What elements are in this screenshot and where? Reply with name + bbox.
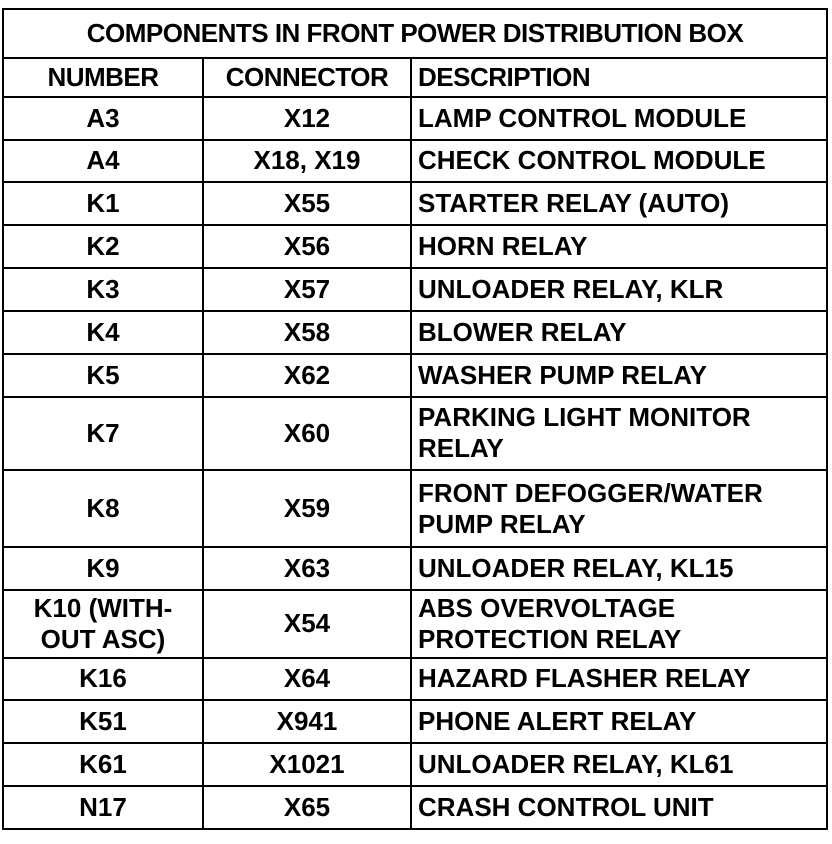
table-title: COMPONENTS IN FRONT POWER DISTRIBUTION BOX xyxy=(3,9,827,58)
cell-description: UNLOADER RELAY, KL61 xyxy=(411,743,827,786)
header-number: NUMBER xyxy=(3,58,203,97)
cell-number: K7 xyxy=(3,397,203,470)
cell-connector: X55 xyxy=(203,182,411,225)
cell-connector: X12 xyxy=(203,97,411,140)
cell-number: K16 xyxy=(3,658,203,701)
cell-number: K10 (WITH- OUT ASC) xyxy=(3,590,203,657)
table-row xyxy=(3,397,827,470)
table-row xyxy=(3,743,827,786)
table-row xyxy=(3,97,827,140)
table-row xyxy=(3,547,827,590)
cell-connector: X59 xyxy=(203,470,411,548)
table-row xyxy=(3,590,827,657)
cell-description: HORN RELAY xyxy=(411,225,827,268)
table-row xyxy=(3,182,827,225)
cell-number: K5 xyxy=(3,354,203,397)
header-description: DESCRIPTION xyxy=(411,58,827,97)
cell-connector: X60 xyxy=(203,397,411,470)
table-row xyxy=(3,268,827,311)
cell-connector: X56 xyxy=(203,225,411,268)
cell-description: STARTER RELAY (AUTO) xyxy=(411,182,827,225)
cell-number: A3 xyxy=(3,97,203,140)
cell-number: K51 xyxy=(3,700,203,743)
cell-connector: X54 xyxy=(203,590,411,657)
cell-description: ABS OVERVOLTAGE PROTECTION RELAY xyxy=(411,590,827,657)
cell-description: LAMP CONTROL MODULE xyxy=(411,97,827,140)
cell-connector: X58 xyxy=(203,311,411,354)
table-row xyxy=(3,658,827,701)
header-connector: CONNECTOR xyxy=(203,58,411,97)
table-row xyxy=(3,311,827,354)
cell-description: PARKING LIGHT MONITOR RELAY xyxy=(411,397,827,470)
cell-number: K3 xyxy=(3,268,203,311)
cell-description: FRONT DEFOGGER/WATER PUMP RELAY xyxy=(411,470,827,548)
cell-description: UNLOADER RELAY, KLR xyxy=(411,268,827,311)
cell-connector: X64 xyxy=(203,658,411,701)
cell-number: K8 xyxy=(3,470,203,548)
table-row xyxy=(3,225,827,268)
table-row xyxy=(3,470,827,548)
cell-number: K2 xyxy=(3,225,203,268)
cell-description: CHECK CONTROL MODULE xyxy=(411,140,827,183)
cell-connector: X57 xyxy=(203,268,411,311)
cell-number: N17 xyxy=(3,786,203,829)
table-row xyxy=(3,786,827,829)
cell-number: A4 xyxy=(3,140,203,183)
table-body xyxy=(3,97,827,829)
table-row xyxy=(3,354,827,397)
cell-description: HAZARD FLASHER RELAY xyxy=(411,658,827,701)
cell-connector: X1021 xyxy=(203,743,411,786)
table-row xyxy=(3,140,827,183)
components-table xyxy=(2,8,828,830)
cell-number: K9 xyxy=(3,547,203,590)
cell-number: K1 xyxy=(3,182,203,225)
cell-connector: X18, X19 xyxy=(203,140,411,183)
cell-description: CRASH CONTROL UNIT xyxy=(411,786,827,829)
cell-description: BLOWER RELAY xyxy=(411,311,827,354)
table-row xyxy=(3,700,827,743)
cell-description: UNLOADER RELAY, KL15 xyxy=(411,547,827,590)
cell-connector: X941 xyxy=(203,700,411,743)
cell-connector: X63 xyxy=(203,547,411,590)
cell-number: K61 xyxy=(3,743,203,786)
cell-description: PHONE ALERT RELAY xyxy=(411,700,827,743)
cell-connector: X62 xyxy=(203,354,411,397)
cell-connector: X65 xyxy=(203,786,411,829)
cell-description: WASHER PUMP RELAY xyxy=(411,354,827,397)
cell-number: K4 xyxy=(3,311,203,354)
